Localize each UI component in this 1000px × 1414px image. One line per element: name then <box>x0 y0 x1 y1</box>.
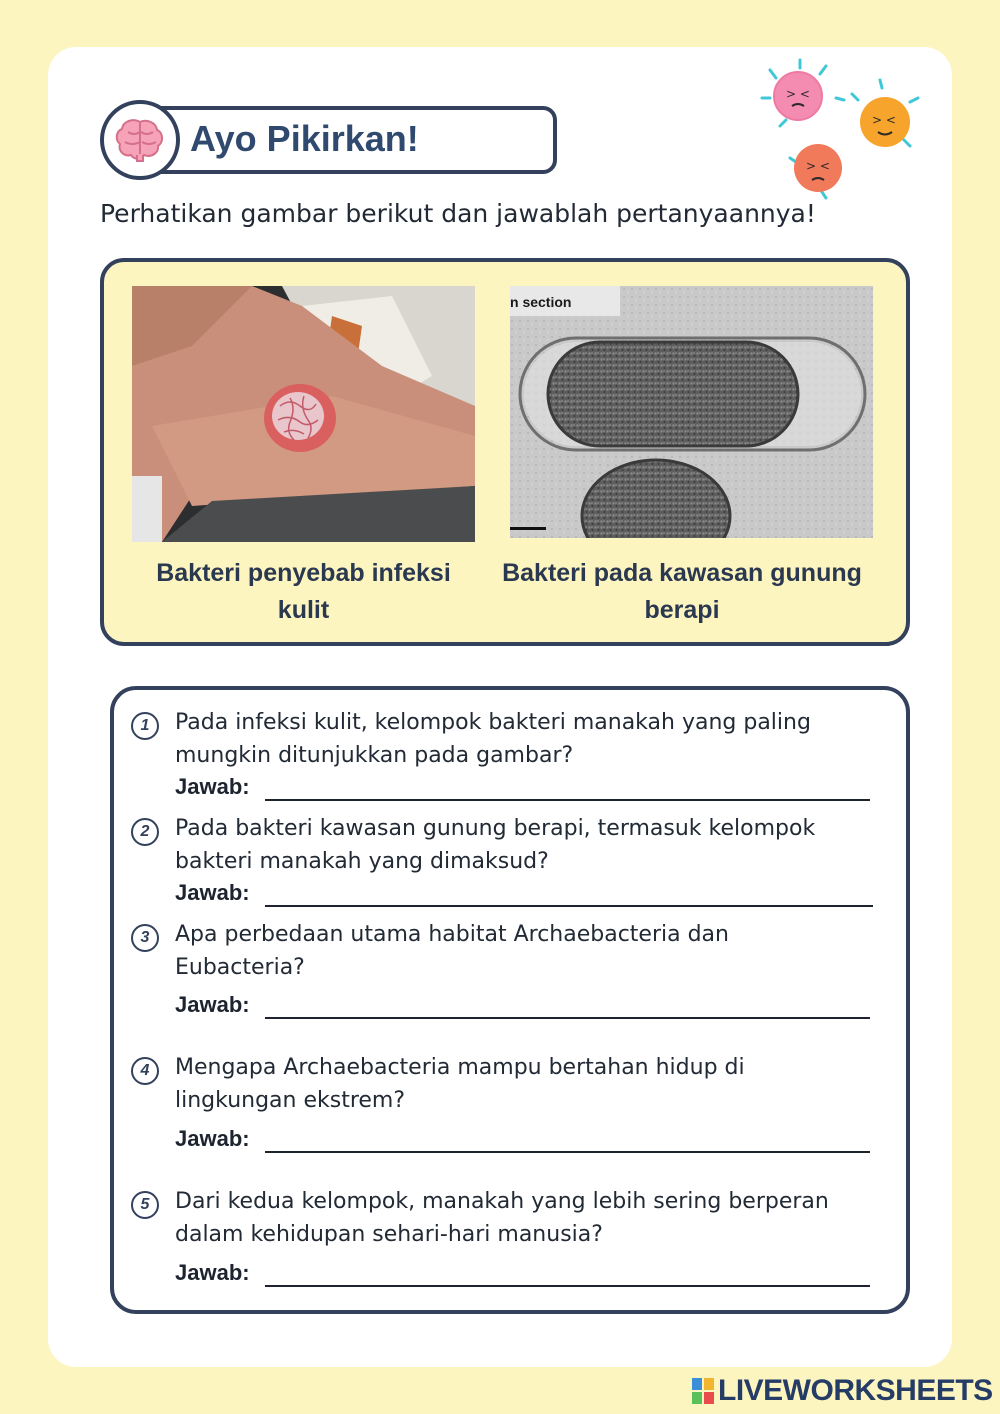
answer-row <box>175 879 875 907</box>
question-number-badge: 5 <box>131 1191 159 1219</box>
brain-icon <box>115 118 165 162</box>
svg-text:> <: > < <box>806 159 830 173</box>
answer-input[interactable] <box>265 1125 870 1153</box>
bacteria-micrograph-photo <box>510 286 873 538</box>
answer-label: Jawab: <box>175 774 250 799</box>
question-number-badge: 3 <box>131 924 159 952</box>
answer-input[interactable] <box>265 879 873 907</box>
answer-label: Jawab: <box>175 1126 250 1151</box>
question-text: Pada bakteri kawasan gunung berapi, termasuk kelompok bakteri manakah yang dimaksud? <box>175 816 816 874</box>
liveworksheets-logo-icon <box>692 1378 714 1404</box>
liveworksheets-brand <box>692 1374 993 1408</box>
question-number-badge: 4 <box>131 1057 159 1085</box>
answer-input[interactable] <box>265 773 870 801</box>
question-text: Mengapa Archaebacteria mampu bertahan hidup di lingkungan ekstrem? <box>175 1055 745 1113</box>
page-title: Ayo Pikirkan! <box>190 118 419 159</box>
answer-input[interactable] <box>265 991 870 1019</box>
svg-text:> <: > < <box>872 113 896 127</box>
question-text: Apa perbedaan utama habitat Archaebacteria dan Eubacteria? <box>175 922 729 980</box>
answer-label: Jawab: <box>175 992 250 1017</box>
question-text: Pada infeksi kulit, kelompok bakteri manakah yang paling mungkin ditunjukkan pada gambar? <box>175 710 811 768</box>
micrograph-label: n section <box>510 294 572 310</box>
answer-row <box>175 773 870 801</box>
answer-row <box>175 991 870 1019</box>
question-text: Dari kedua kelompok, manakah yang lebih sering berperan dalam kehidupan sehari-hari manusia? <box>175 1189 829 1247</box>
brand-name: LIVEWORKSHEETS <box>718 1374 993 1407</box>
answer-row <box>175 1125 870 1153</box>
question-number-badge: 1 <box>131 712 159 740</box>
image-caption: Bakteri pada kawasan gunung berapi <box>502 559 862 624</box>
answer-row <box>175 1259 870 1287</box>
bacteria-cartoon-icon <box>750 58 930 208</box>
answer-input[interactable] <box>265 1259 870 1287</box>
answer-label: Jawab: <box>175 1260 250 1285</box>
instruction-text: Perhatikan gambar berikut dan jawablah pertanyaannya! <box>100 199 816 228</box>
answer-label: Jawab: <box>175 880 250 905</box>
svg-text:> <: > < <box>786 87 810 101</box>
brain-badge <box>100 100 180 180</box>
question-number-badge: 2 <box>131 818 159 846</box>
image-caption: Bakteri penyebab infeksi kulit <box>156 559 451 624</box>
skin-infection-photo <box>132 286 475 542</box>
